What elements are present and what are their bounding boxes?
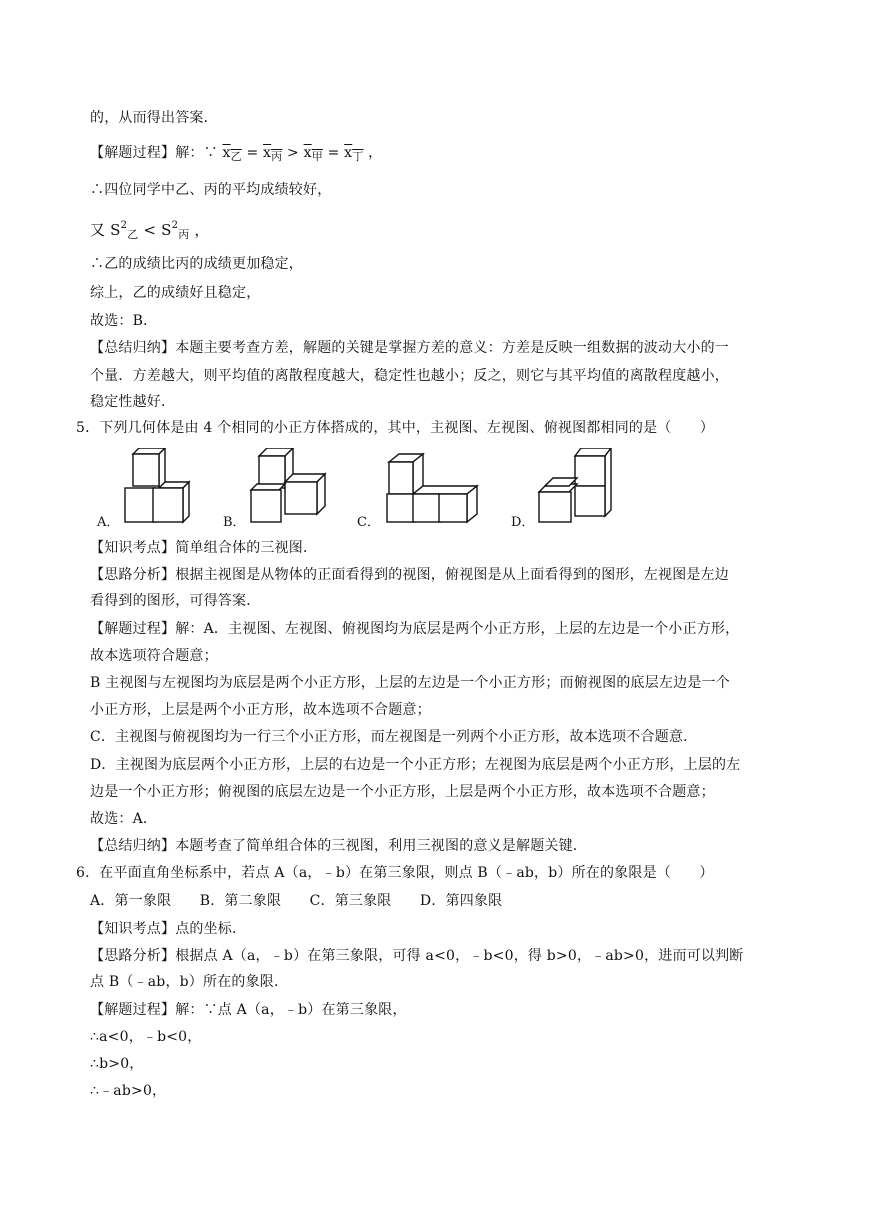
q5-figures	[95, 448, 655, 530]
variance-yi: $S^2_乙$	[110, 220, 139, 241]
option-c-label: C．	[357, 515, 380, 530]
text-line: 故本选项符合题意；	[90, 648, 218, 664]
text-line: 点 B（﹣ab，b）所在的象限．	[90, 974, 289, 990]
text-line: 故选：B．	[90, 313, 158, 329]
text-line: 故选：A．	[90, 811, 158, 827]
question-5: 5．下列几何体是由 4 个相同的小正方体搭成的，其中，主视图、左视图、俯视图都相同的是（ ）	[76, 420, 715, 436]
greater-sign: >	[287, 145, 299, 161]
option-a-label: A．	[97, 515, 120, 530]
cube-figure-b	[245, 448, 329, 526]
option-d-label: D．	[511, 515, 535, 530]
mean-yi: $x_乙$	[222, 145, 242, 163]
text-line: B 主视图与左视图均为底层是两个小正方形，上层的左边是一个小正方形；而俯视图的底层左边是一个	[90, 675, 730, 691]
equals-sign: =	[246, 145, 259, 161]
text-line: 的，从而得出答案．	[90, 110, 218, 126]
text-line: D．主视图为底层两个小正方形，上层的右边是一个小正方形；左视图为底层是两个小正方形，上层的左	[90, 757, 741, 773]
text-line: 【总结归纳】本题主要考查方差，解题的关键是掌握方差的意义：方差是反映一组数据的波动大小的一	[90, 340, 729, 356]
question-6-options: A．第一象限 B．第二象限 C．第三象限 D．第四象限	[90, 893, 503, 909]
text-line: C．主视图与俯视图均为一行三个小正方形，而左视图是一列两个小正方形，故本选项不合题意．	[90, 729, 698, 745]
text-span: 【解题过程】解：∵	[90, 145, 218, 161]
text-line: 【解题过程】解：∵点 A（a，﹣b）在第三象限，	[90, 1002, 407, 1018]
less-sign: <	[143, 221, 157, 239]
mean-ding: $x_丁$	[344, 145, 364, 163]
punct: ，	[368, 145, 383, 161]
text-line: 【思路分析】根据主视图是从物体的正面看得到的视图，俯视图是从上面看得到的图形，左视图是左边	[90, 567, 729, 583]
solution-line-means	[90, 143, 382, 167]
equals-sign: =	[327, 145, 340, 161]
text-line: ∴﹣ab>0，	[90, 1083, 167, 1099]
text-line: ∴b>0，	[90, 1056, 144, 1072]
variance-compare-line	[90, 216, 210, 245]
mean-jia: $x_甲$	[303, 145, 323, 163]
punct: ，	[194, 221, 210, 239]
text-line: 【知识考点】点的坐标．	[90, 921, 247, 937]
text-line: 看得到的图形，可得答案．	[90, 593, 261, 609]
text-line: ∴四位同学中乙、丙的平均成绩较好，	[90, 182, 332, 198]
cube-figure-a	[119, 448, 191, 526]
text-line: 稳定性越好．	[90, 394, 176, 410]
option-b-label: B．	[223, 515, 246, 530]
text-line: 小正方形，上层是两个小正方形，故本选项不合题意；	[90, 702, 431, 718]
text-line: 【总结归纳】本题考查了简单组合体的三视图，利用三视图的意义是解题关键．	[90, 838, 587, 854]
text-span: 又	[90, 221, 106, 239]
text-line: 【知识考点】简单组合体的三视图．	[90, 540, 318, 556]
text-line: 边是一个小正方形；俯视图的底层左边是一个小正方形，上层是两个小正方形，故本选项不合题意；	[90, 784, 715, 800]
text-line: ∴a<0，﹣b<0，	[90, 1029, 202, 1045]
mean-bing: $x_丙$	[263, 145, 283, 163]
variance-bing: $S^2_丙$	[161, 220, 190, 241]
text-line: 综上，乙的成绩好且稳定，	[90, 285, 261, 301]
text-line: 【解题过程】解：A．主视图、左视图、俯视图均为底层是两个小正方形，上层的左边是一个小正方形，	[90, 621, 740, 637]
text-line: ∴乙的成绩比丙的成绩更加稳定，	[90, 256, 303, 272]
question-6: 6．在平面直角坐标系中，若点 A（a，﹣b）在第三象限，则点 B（﹣ab，b）所在的象限是（ ）	[76, 865, 714, 881]
text-line: 【思路分析】根据点 A（a，﹣b）在第三象限，可得 a<0，﹣b<0，得 b>0，﹣ab>0，进而可以判断	[90, 948, 744, 964]
cube-figure-c	[381, 448, 481, 526]
cube-figure-d	[533, 448, 623, 526]
text-line: 个量．方差越大，则平均值的离散程度越大，稳定性也越小；反之，则它与其平均值的离散程度越小，	[90, 368, 729, 384]
